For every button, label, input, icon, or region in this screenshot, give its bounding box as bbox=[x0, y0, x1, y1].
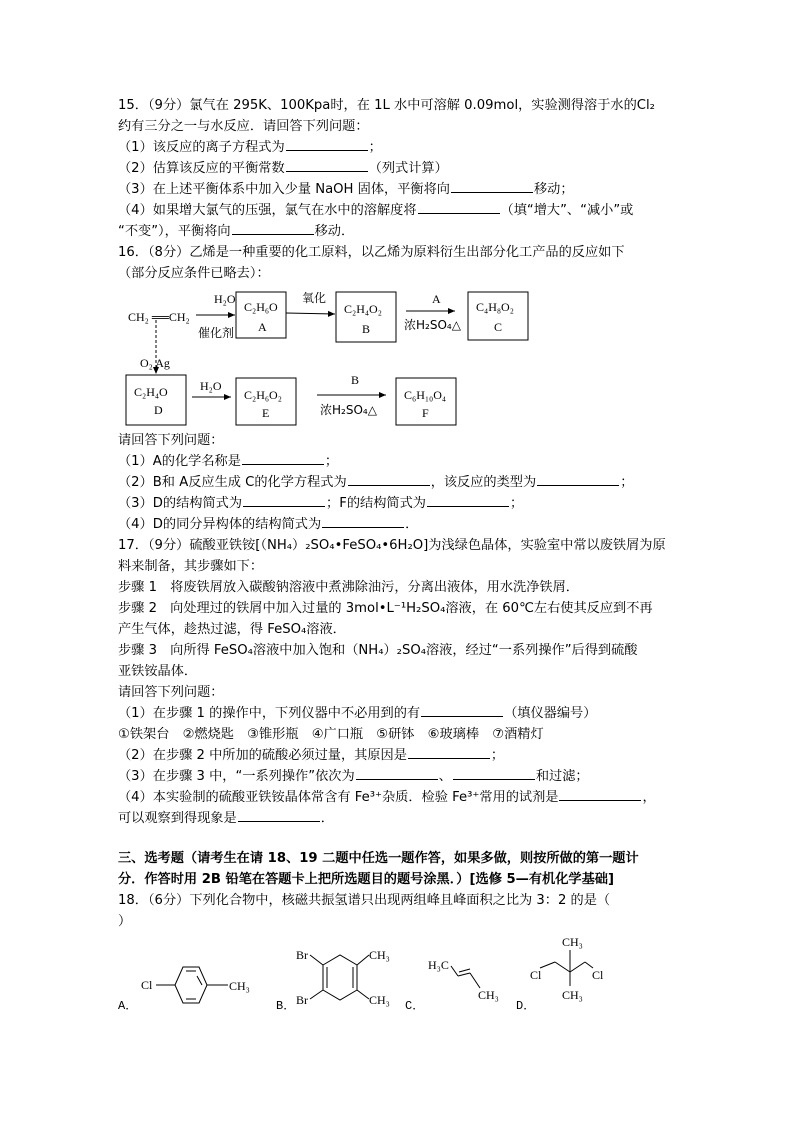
answer-blank[interactable] bbox=[348, 472, 430, 486]
text-line bbox=[118, 766, 678, 787]
reagent-conc-h2so4: 浓H₂SO₄△ bbox=[404, 318, 461, 332]
atom-br: Br bbox=[296, 948, 308, 962]
text-line bbox=[118, 598, 678, 619]
text-segment: ； bbox=[324, 454, 339, 469]
text-segment: （3）在上述平衡体系中加入少量 NaOH 固体，平衡将向 bbox=[118, 182, 450, 197]
text-segment: （填“增大”、“减小”或 bbox=[500, 203, 634, 218]
text-line bbox=[118, 745, 678, 766]
answer-blank[interactable] bbox=[242, 451, 324, 465]
text-segment: （2）估算该反应的平衡常数 bbox=[118, 161, 285, 176]
text-line bbox=[118, 430, 678, 451]
group-ch3: CH₃ bbox=[369, 993, 390, 1007]
answer-blank[interactable] bbox=[243, 493, 325, 507]
group-ch3: CH₃ bbox=[562, 935, 583, 949]
question-18 bbox=[118, 848, 678, 932]
text-segment: （4）如果增大氯气的压强，氯气在水中的溶解度将 bbox=[118, 203, 417, 218]
text-line bbox=[118, 619, 678, 640]
group-ch3: CH₃ bbox=[229, 979, 250, 993]
text-segment: （1）A的化学名称是 bbox=[118, 454, 241, 469]
text-segment: ， bbox=[642, 790, 656, 805]
box-label: F bbox=[422, 406, 429, 420]
text-line bbox=[118, 787, 678, 808]
answer-blank[interactable] bbox=[322, 514, 404, 528]
text-line bbox=[118, 451, 678, 472]
text-line bbox=[118, 890, 678, 911]
text-segment: （2）在步骤 2 中所加的硫酸必须过量，其原因是 bbox=[118, 748, 407, 763]
text-segment: ． bbox=[405, 517, 419, 532]
text-line bbox=[118, 682, 678, 703]
text-segment: 、 bbox=[438, 769, 452, 784]
box-label: D bbox=[154, 403, 163, 417]
text-segment: ；F的结构简式为 bbox=[326, 496, 426, 511]
text-segment: 18．（6分）下列化合物中，核磁共振氢谱只出现两组峰且峰面积之比为 3：2 的是（ bbox=[118, 893, 611, 908]
text-segment: 请回答下列问题： bbox=[118, 433, 224, 448]
box-label: C bbox=[494, 320, 503, 334]
group-ch3: CH₃ bbox=[478, 988, 499, 1002]
text-segment: 步骤 1 将废铁屑放入碳酸钠溶液中煮沸除油污，分离出液体，用水洗净铁屑． bbox=[118, 580, 579, 595]
structure-c bbox=[451, 966, 480, 988]
group-h3c: H₃C bbox=[428, 958, 449, 972]
text-segment: 亚铁铵晶体． bbox=[118, 664, 198, 679]
text-segment: ； bbox=[368, 140, 382, 155]
option-c-label: C． bbox=[405, 999, 425, 1013]
box-formula: C₆H₁₀O₄ bbox=[404, 388, 447, 402]
text-segment: 可以观察到得现象是 bbox=[118, 811, 237, 826]
text-segment: 料来制备，其步骤如下： bbox=[118, 559, 264, 574]
text-segment: ，该反应的类型为 bbox=[430, 475, 537, 490]
text-segment: 移动； bbox=[533, 182, 574, 197]
option-d-label: D． bbox=[516, 999, 536, 1013]
text-segment: （2）B和 A反应生成 C的化学方程式为 bbox=[118, 475, 347, 490]
option-b-label: B． bbox=[276, 999, 296, 1013]
text-segment: 步骤 2 向处理过的铁屑中加入过量的 3mol•L⁻¹H₂SO₄溶液，在 60℃左右使其反应到不再 bbox=[118, 601, 653, 616]
questions-16-17 bbox=[118, 430, 678, 829]
answer-blank[interactable] bbox=[421, 703, 503, 717]
text-line bbox=[118, 493, 678, 514]
answer-blank[interactable] bbox=[559, 787, 641, 801]
reagent-b: B bbox=[351, 373, 360, 387]
text-segment: ） bbox=[118, 914, 132, 929]
reagent-catalyst: 催化剂 bbox=[198, 326, 235, 340]
box-label: E bbox=[262, 406, 270, 420]
box-formula: C₂H₆O₂ bbox=[244, 388, 282, 402]
answer-blank[interactable] bbox=[453, 766, 535, 780]
box-d bbox=[126, 375, 186, 425]
text-segment: 15．（9分）氯气在 295K、100Kpa时，在 1L 水中可溶解 0.09mol，实验测得溶于水的Cl₂ bbox=[118, 98, 655, 113]
text-segment: （1）该反应的离子方程式为 bbox=[118, 140, 285, 155]
atom-cl: Cl bbox=[530, 968, 542, 982]
structure-b bbox=[310, 955, 369, 1000]
text-segment: ． bbox=[320, 811, 334, 826]
text-segment: 17．（9分）硫酸亚铁铵[（NH₄）₂SO₄•FeSO₄•6H₂O]为浅绿色晶体，实验室中常以废铁屑为原 bbox=[118, 538, 666, 553]
text-line bbox=[118, 808, 678, 829]
text-line bbox=[118, 472, 678, 493]
text-line bbox=[118, 640, 678, 661]
text-line bbox=[118, 514, 678, 535]
text-segment: ； bbox=[509, 496, 524, 511]
text-line bbox=[118, 724, 678, 745]
box-label: A bbox=[258, 320, 267, 334]
text-line bbox=[118, 556, 678, 577]
text-segment: 和过滤； bbox=[535, 769, 589, 784]
answer-blank[interactable] bbox=[238, 808, 320, 822]
box-formula: C₂H₄O bbox=[134, 385, 168, 399]
answer-blank[interactable] bbox=[537, 472, 619, 486]
text-line bbox=[118, 869, 678, 890]
text-line bbox=[118, 577, 678, 598]
answer-blank[interactable] bbox=[356, 766, 438, 780]
text-segment: （部分反应条件已略去）： bbox=[118, 266, 270, 281]
reagent-h2o: H₂O bbox=[214, 292, 236, 306]
text-segment: 16．（8分）乙烯是一种重要的化工原料，以乙烯为原料衍生出部分化工产品的反应如下 bbox=[118, 245, 625, 260]
text-segment: （1）在步骤 1 的操作中，下列仪器中不必用到的有 bbox=[118, 706, 421, 721]
text-segment: （3）D的结构简式为 bbox=[118, 496, 243, 511]
box-formula: C₂H₆O bbox=[244, 300, 278, 314]
option-a-label: A． bbox=[118, 999, 138, 1013]
text-segment: （填仪器编号） bbox=[504, 706, 597, 721]
reagent-conc-h2so4: 浓H₂SO₄△ bbox=[320, 403, 377, 417]
arrow bbox=[286, 313, 335, 314]
text-line bbox=[118, 911, 678, 932]
reagent-oxidation: 氧化 bbox=[302, 291, 327, 305]
text-line bbox=[118, 535, 678, 556]
text-segment: （列式计算） bbox=[368, 161, 448, 176]
text-segment: 产生气体，趁热过滤，得 FeSO₄溶液． bbox=[118, 622, 346, 637]
atom-cl: Cl bbox=[592, 968, 604, 982]
text-segment: 移动． bbox=[314, 224, 355, 239]
text-segment: 三、选考题（请考生在请 18、19 二题中任选一题作答，如果多做，则按所做的第一题计 bbox=[118, 851, 639, 866]
structure-d bbox=[540, 950, 593, 986]
text-line bbox=[118, 703, 678, 724]
text-line bbox=[118, 848, 678, 869]
text-segment: （4）本实验制的硫酸亚铁铵晶体常含有 Fe³⁺杂质．检验 Fe³⁺常用的试剂是 bbox=[118, 790, 559, 805]
reagent-o2-ag: O₂ Ag bbox=[140, 356, 170, 370]
text-segment: 步骤 3 向所得 FeSO₄溶液中加入饱和（NH₄）₂SO₄溶液，经过“一系列操作”后得到硫酸 bbox=[118, 643, 638, 658]
text-segment: ； bbox=[620, 475, 634, 490]
group-ch3: CH₃ bbox=[562, 988, 583, 1002]
box-label: B bbox=[362, 322, 371, 336]
box-formula: C₂H₄O₂ bbox=[344, 302, 382, 316]
text-segment: ； bbox=[490, 748, 505, 763]
text-segment: 约有三分之一与水反应．请回答下列问题： bbox=[118, 119, 369, 134]
answer-blank[interactable] bbox=[427, 493, 509, 507]
text-segment: （4）D的同分异构体的结构简式为 bbox=[118, 517, 322, 532]
text-segment: （3）在步骤 3 中，“一系列操作”依次为 bbox=[118, 769, 355, 784]
text-line bbox=[118, 661, 678, 682]
text-segment: 请回答下列问题： bbox=[118, 685, 224, 700]
atom-br: Br bbox=[296, 993, 308, 1007]
text-segment: ①铁架台 ②燃烧匙 ③锥形瓶 ④广口瓶 ⑤研钵 ⑥玻璃棒 ⑦酒精灯 bbox=[118, 727, 544, 742]
box-formula: C₄H₈O₂ bbox=[476, 300, 514, 314]
structure-a bbox=[156, 967, 228, 1003]
reagent-h2o: H₂O bbox=[200, 379, 222, 393]
text-segment: “不变”），平衡将向 bbox=[118, 224, 231, 239]
group-ch3: CH₃ bbox=[369, 948, 390, 962]
atom-cl: Cl bbox=[141, 978, 153, 992]
answer-blank[interactable] bbox=[408, 745, 490, 759]
ethylene-formula: CH₂ ══CH₂ bbox=[128, 310, 190, 324]
reagent-a: A bbox=[432, 292, 441, 306]
text-segment: 分．作答时用 2B 铅笔在答题卡上把所选题目的题号涂黑．）[选修 5—有机化学基础] bbox=[118, 872, 615, 887]
